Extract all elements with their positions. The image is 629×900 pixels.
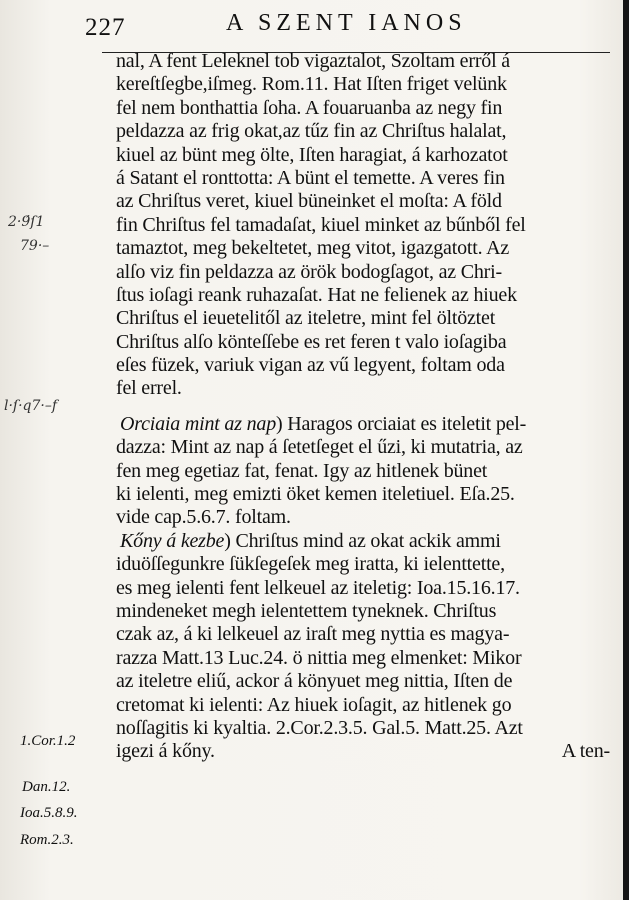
- text-line: noſſagitis ki kyaltia. 2.Cor.2.3.5. Gal.5. Matt.25. Azt: [116, 716, 523, 739]
- page-edge-shadow: [623, 0, 629, 900]
- text-line: kiuel az bünt meg ölte, Iſten haragiat, á karhozatot: [116, 143, 508, 166]
- handwritten-mark: 79·–: [20, 238, 50, 254]
- text-fragment: igezi á kőny.: [116, 740, 215, 763]
- text-line: peldazza az frig okat,az tűz fin az Chriſtus halalat,: [116, 120, 507, 143]
- text-line: czak az, á ki lelkeuel az iraſt meg nyttia es magya-: [116, 623, 510, 646]
- text-line: [116, 530, 610, 553]
- text-line: Chriſtus el ieuetelitől az iteletre, mint fel öltöztet: [116, 307, 496, 330]
- text-line: az iteletre eliű, ackor á könyuet meg nittia, Iſten de: [116, 670, 513, 693]
- margin-reference: Ioa.5.8.9.: [20, 805, 78, 821]
- text-line: es meg ielenti fent lelkeuel az iteletig: Ioa.15.16.17.: [116, 576, 520, 599]
- handwritten-mark: l·ſ·q7·–f: [4, 398, 58, 414]
- text-line: fin Chriſtus fel tamadaſat, kiuel minket az bűnből fel: [116, 213, 526, 236]
- margin-reference: 1.Cor.1.2: [20, 733, 76, 749]
- text-line: vide cap.5.6.7. foltam.: [116, 506, 291, 529]
- text-fragment: ) Haragos orciaiat es iteletit pel-: [276, 412, 527, 435]
- text-line: alſo viz fin peldazza az örök bodogſagot, az Chri-: [116, 260, 502, 283]
- text-line: tamaztot, meg bekeltetet, meg vitot, igazgatott. Az: [116, 237, 510, 260]
- catchword: A ten-: [561, 740, 610, 763]
- text-line: eſes füzek, variuk vigan az vű legyent, foltam oda: [116, 354, 505, 377]
- text-line: dazza: Mint az nap á ſetetſeget el űzi, ki mutatria, az: [116, 436, 523, 459]
- text-fragment: ) Chriſtus mind az okat ackik ammi: [224, 529, 501, 552]
- text-line: kereſtſegbe,iſmeg. Rom.11. Hat Iſten friget velünk: [116, 73, 507, 96]
- running-head: A SZENT IANOS: [226, 10, 467, 36]
- text-line: Chriſtus alſo könteſſebe es ret feren t valo ioſagiba: [116, 330, 507, 353]
- body-text: [116, 50, 610, 764]
- page-number: 227: [85, 14, 126, 41]
- text-line: razza Matt.13 Luc.24. ö nittia meg elmenket: Mikor: [116, 646, 522, 669]
- text-line: fen meg egetiaz fat, fenat. Igy az hitlenek bünet: [116, 459, 488, 482]
- text-line: á Satant el ronttotta: A bünt el temette. A veres fin: [116, 166, 505, 189]
- text-line: mindeneket megh ielentettem tyneknek. Chriſtus: [116, 599, 497, 622]
- text-line: az Chriſtus veret, kiuel büneinket el moſta: A föld: [116, 190, 502, 213]
- text-line: [116, 740, 610, 763]
- margin-reference: Rom.2.3.: [20, 832, 74, 848]
- text-line: fel nem bonthattia ſoha. A fouaruanba az negy fin: [116, 96, 503, 119]
- handwritten-mark: 2·9́ſ1: [8, 214, 45, 230]
- paragraph-lemma: Orciaia mint az nap: [120, 412, 277, 435]
- text-line: fel errel.: [116, 377, 182, 400]
- text-line: ki ielenti, meg emizti öket kemen iteletiuel. Eſa.25.: [116, 483, 515, 506]
- text-line: nal, A fent Leleknel tob vigaztalot, Szoltam erről á: [116, 50, 510, 72]
- margin-reference: Dan.12.: [22, 779, 71, 795]
- text-line: cretomat ki ielenti: Az hiuek ioſagit, az hitlenek go: [116, 693, 512, 716]
- paragraph-lemma: Kőny á kezbe: [120, 529, 225, 552]
- text-line: [116, 413, 610, 436]
- text-line: ſtus ioſagi reank ruhazaſat. Hat ne felienek az hiuek: [116, 283, 517, 306]
- text-line: iduöſſegunkre ſükſegeſek meg iratta, ki ielenttette,: [116, 553, 505, 576]
